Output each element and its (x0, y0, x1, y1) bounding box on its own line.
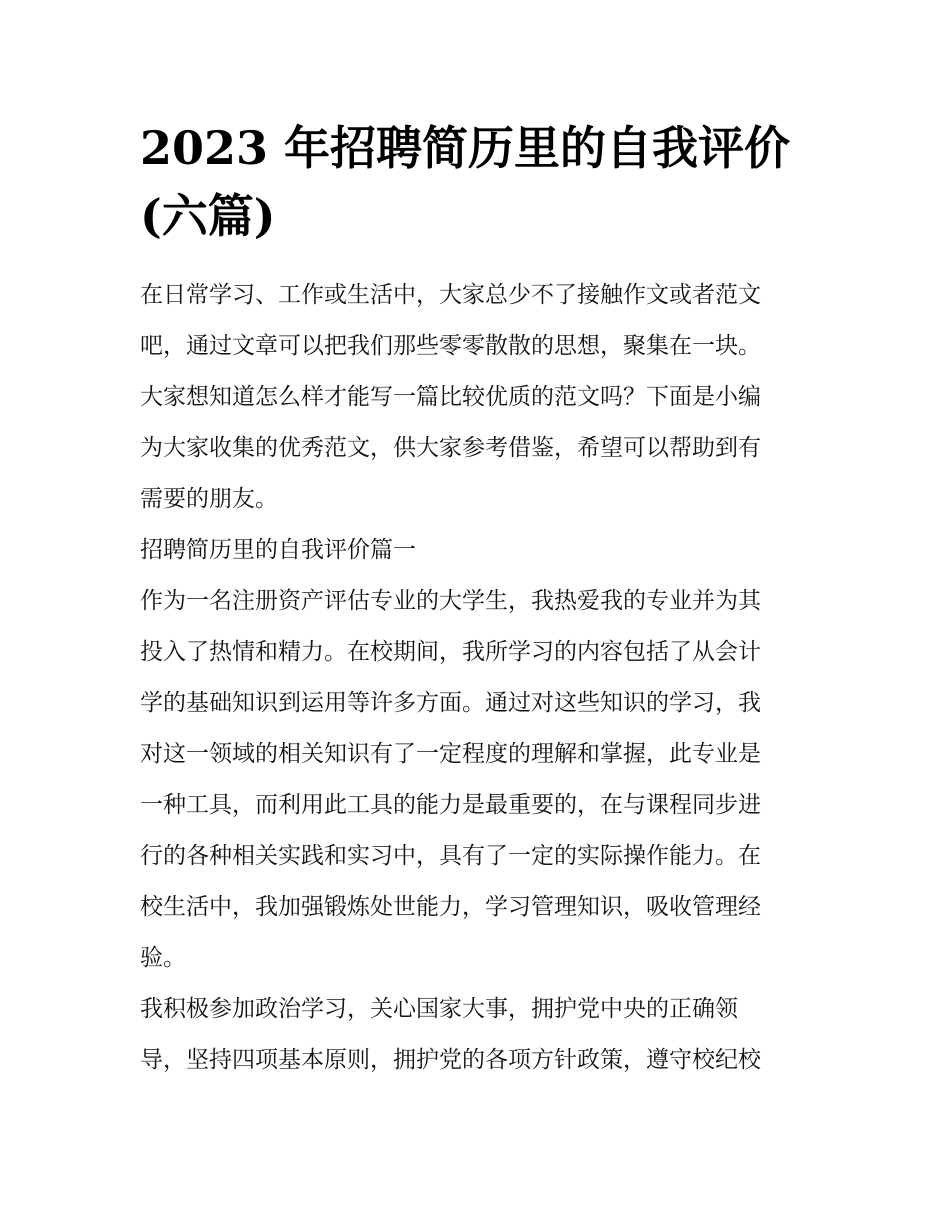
text-line: 为大家收集的优秀范文，供大家参考借鉴，希望可以帮助到有 (140, 435, 761, 461)
title-line: 2023 年招聘简历里的自我评价 (140, 121, 791, 175)
body-paragraph (140, 984, 812, 1086)
text-line: 校生活中，我加强锻炼处世能力，学习管理知识，吸收管理经 (140, 894, 761, 920)
text-line: 导，坚持四项基本原则，拥护党的各项方针政策，遵守校纪校 (140, 1047, 761, 1073)
document-content (140, 114, 812, 1086)
text-line: 一种工具，而利用此工具的能力是最重要的，在与课程同步进 (140, 792, 761, 818)
text-line: 行的各种相关实践和实习中，具有了一定的实际操作能力。在 (140, 843, 761, 869)
text-line: 在日常学习、工作或生活中，大家总少不了接触作文或者范文 (140, 282, 761, 308)
body-paragraph (140, 576, 812, 984)
text-line: 招聘简历里的自我评价篇一 (140, 537, 416, 563)
text-line: 学的基础知识到运用等许多方面。通过对这些知识的学习，我 (140, 690, 761, 716)
section-heading (140, 525, 812, 576)
text-line: 吧，通过文章可以把我们那些零零散散的思想，聚集在一块。 (140, 333, 761, 359)
intro-paragraph (140, 270, 812, 525)
text-line: 我积极参加政治学习，关心国家大事，拥护党中央的正确领 (140, 996, 738, 1022)
document-body (140, 270, 812, 1086)
text-line: 大家想知道怎么样才能写一篇比较优质的范文吗？下面是小编 (140, 384, 761, 410)
text-line: 验。 (140, 945, 186, 971)
text-line: 作为一名注册资产评估专业的大学生，我热爱我的专业并为其 (140, 588, 761, 614)
text-line: 对这一领域的相关知识有了一定程度的理解和掌握，此专业是 (140, 741, 761, 767)
text-line: 投入了热情和精力。在校期间，我所学习的内容包括了从会计 (140, 639, 761, 665)
document-title (140, 114, 812, 250)
title-line: (六篇) (140, 189, 276, 243)
text-line: 需要的朋友。 (140, 486, 278, 512)
